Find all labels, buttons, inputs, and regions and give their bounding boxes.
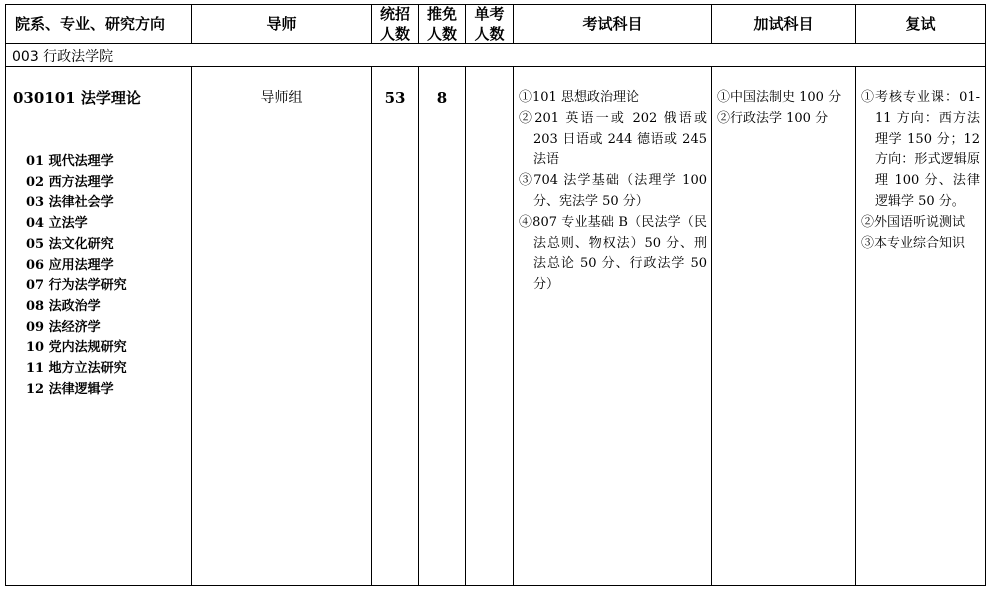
column-divider xyxy=(855,66,856,586)
list-item: 05 法文化研究 xyxy=(26,236,114,252)
header-exam-subjects: 考试科目 xyxy=(582,15,643,33)
header-single-count: 单考 人数 xyxy=(474,5,505,43)
list-item: 07 行为法学研究 xyxy=(26,278,127,294)
exempt-count: 8 xyxy=(436,89,448,107)
column-divider xyxy=(371,66,372,586)
list-item: 09 法经济学 xyxy=(26,319,101,335)
table-border-right xyxy=(985,4,986,586)
exam-subject-list xyxy=(519,88,707,296)
header-mentor: 导师 xyxy=(266,15,297,33)
header-retest: 复试 xyxy=(905,15,936,33)
list-item: ③本专业综合知识 xyxy=(861,235,966,251)
column-divider xyxy=(513,66,514,586)
list-item: ①101 思想政治理论 xyxy=(519,90,639,105)
header-total-count: 统招 人数 xyxy=(379,5,410,43)
retest-list xyxy=(861,88,980,254)
header-exempt-count: 推免 人数 xyxy=(426,5,457,43)
list-item: 04 立法学 xyxy=(26,216,88,232)
admissions-table xyxy=(5,4,986,586)
list-item: 10 党内法规研究 xyxy=(26,340,127,356)
header-dept: 院系、专业、研究方向 xyxy=(15,15,166,33)
list-item: 11 地方立法研究 xyxy=(26,361,127,377)
list-item: 03 法律社会学 xyxy=(26,195,114,211)
header-extra-subjects: 加试科目 xyxy=(753,15,814,33)
college-row-divider xyxy=(5,66,986,67)
column-divider xyxy=(711,66,712,586)
college-name: 003 行政法学院 xyxy=(12,49,114,65)
list-item: 08 法政治学 xyxy=(26,298,101,314)
column-divider xyxy=(5,4,6,586)
list-item: ②外国语听说测试 xyxy=(861,214,966,230)
mentor-group: 导师组 xyxy=(260,90,303,106)
column-divider xyxy=(465,66,466,586)
list-item: ②201 英语一或 202 俄语或 203 日语或 244 德语或 245 法语 xyxy=(519,110,707,168)
major-name: 030101 法学理论 xyxy=(13,89,141,107)
column-divider xyxy=(418,66,419,586)
list-item: ②行政法学 100 分 xyxy=(717,110,829,126)
list-item: 12 法律逻辑学 xyxy=(26,381,114,397)
extra-subject-list xyxy=(717,88,853,130)
list-item: 02 西方法理学 xyxy=(26,174,114,190)
table-border-bottom xyxy=(5,585,986,586)
list-item: ①考核专业课：01-11 方向：西方法理学 150 分；12 方向：形式逻辑原理 100 分、法律逻辑学 50 分。 xyxy=(861,90,980,209)
column-divider xyxy=(191,66,192,586)
list-item: ①中国法制史 100 分 xyxy=(717,90,842,105)
list-item: 06 应用法理学 xyxy=(26,257,114,273)
list-item: ④807 专业基础 B（民法学（民法总则、物权法）50 分、刑法总论 50 分、行政法学 50 分） xyxy=(519,214,707,293)
total-count: 53 xyxy=(384,89,406,107)
list-item: 01 现代法理学 xyxy=(26,154,114,169)
list-item: ③704 法学基础（法理学 100 分、宪法学 50 分） xyxy=(519,173,707,209)
direction-list xyxy=(26,152,127,400)
